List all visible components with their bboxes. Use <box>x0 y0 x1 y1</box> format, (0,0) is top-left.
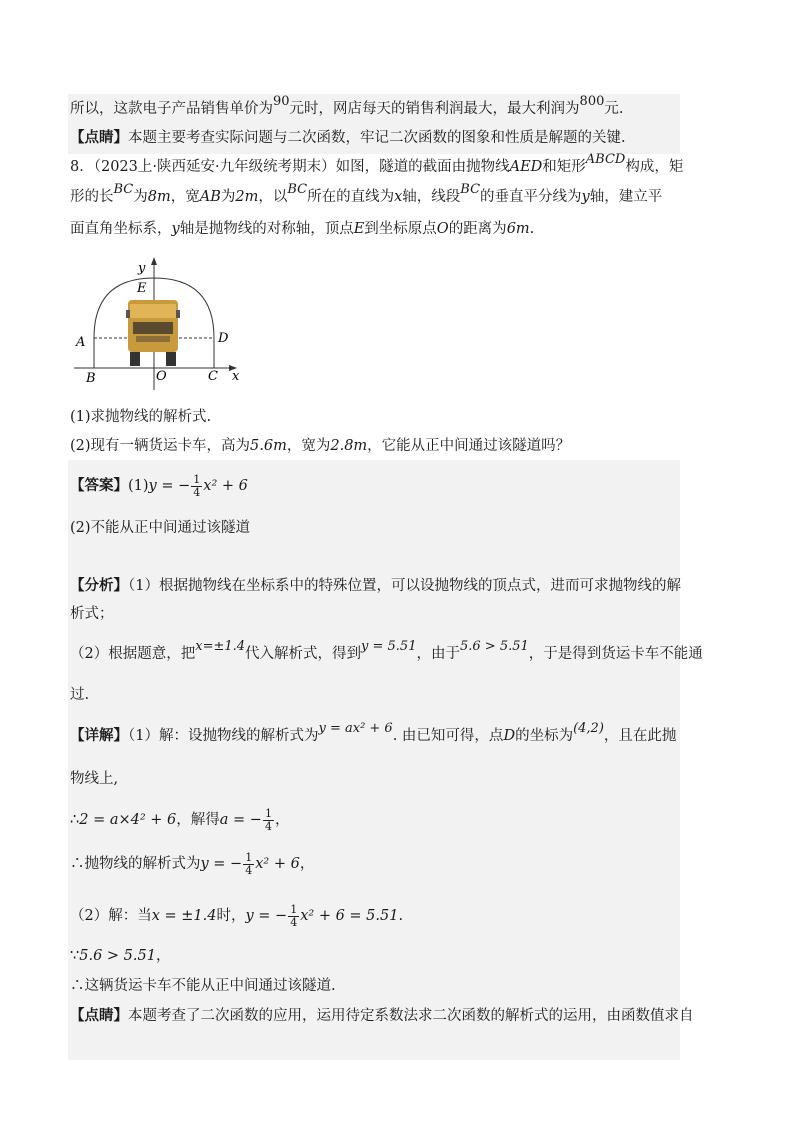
tunnel-figure <box>70 252 250 392</box>
analysis-line-2: 析式； <box>70 606 114 622</box>
label-y: y <box>138 261 146 276</box>
answer-line-1: 【答案】(1)y = − $\frac{1}{4}$ x² + 6 <box>70 472 248 499</box>
label-c: C <box>208 369 218 384</box>
label-o: O <box>156 369 167 384</box>
fraction: $\frac{1}{4}$ <box>290 902 298 929</box>
label-e: E <box>137 281 147 296</box>
final-comment: 【点睛】本题考查了二次函数的应用，运用待定系数法求二次函数的解析式的运用，由函数值求自 <box>70 1007 694 1024</box>
detail-line-3: ∴2 = a×4² + 6，解得a = − $\frac{1}{4}$ ， <box>70 806 290 833</box>
answer-line-2: (2)不能从正中间通过该隧道 <box>70 520 251 536</box>
question-part-2: (2)现有一辆货运卡车，高为5.6m，宽为2.8m，它能从正中间通过该隧道吗？ <box>70 438 571 454</box>
question-8-line-3: 面直角坐标系，y轴是抛物线的对称轴，顶点E到坐标原点O的距离为6m. <box>70 221 535 237</box>
label-x: x <box>232 369 240 384</box>
detail-line-6: ∵5.6 > 5.51， <box>70 948 171 964</box>
previous-comment: 【点睛】本题主要考查实际问题与二次函数，牢记二次函数的图象和性质是解题的关键. <box>70 129 626 146</box>
analysis-tag: 【分析】 <box>70 577 128 594</box>
fraction: $\frac{1}{4}$ <box>193 472 201 499</box>
question-part-1: (1)求抛物线的解析式. <box>70 409 212 425</box>
detail-line-7: ∴这辆货运卡车不能从正中间通过该隧道. <box>70 978 336 994</box>
comment-tag: 【点睛】 <box>70 129 128 146</box>
answer-tag: 【答案】 <box>70 477 128 494</box>
fraction: $\frac{1}{4}$ <box>245 850 253 877</box>
detail-line-1: 【详解】（1）解：设抛物线的解析式为y = ax² + 6. 由已知可得，点D的坐标为(4,2)，且在此抛 <box>70 721 677 744</box>
analysis-line-3: （2）根据题意，把x=±1.4代入解析式，得到y = 5.51，由于5.6 > 5.51，于是得到货运卡车不能通 <box>70 639 703 662</box>
question-8-line-2: 形的长BC为8m，宽AB为2m，以BC所在的直线为x轴，线段BC的垂直平分线为y轴，建立平 <box>70 182 663 205</box>
truck-icon <box>126 300 180 366</box>
label-d: D <box>218 331 229 346</box>
detail-tag: 【详解】 <box>70 727 128 744</box>
previous-conclusion: 所以，这款电子产品销售单价为90元时，网店每天的销售利润最大，最大利润为800元. <box>70 94 624 117</box>
label-a: A <box>76 335 86 350</box>
label-b: B <box>86 371 96 386</box>
analysis-line-1: 【分析】（1）根据抛物线在坐标系中的特殊位置，可以设抛物线的顶点式，进而可求抛物线的解 <box>70 577 681 594</box>
analysis-line-4: 过. <box>70 687 90 703</box>
detail-line-4: ∴抛物线的解析式为y = − $\frac{1}{4}$ x² + 6， <box>70 850 315 877</box>
detail-line-5: （2）解：当x = ±1.4时，y = − $\frac{1}{4}$ x² + 6 = 5.51. <box>70 902 404 929</box>
fraction: $\frac{1}{4}$ <box>264 806 272 833</box>
detail-line-2: 物线上, <box>70 771 119 787</box>
question-8-line-1: 8．（2023上·陕西延安·九年级统考期末）如图，隧道的截面由抛物线AED和矩形ABCD构成，矩 <box>70 152 684 175</box>
solution-background <box>68 460 680 1060</box>
final-comment-tag: 【点睛】 <box>70 1007 128 1024</box>
